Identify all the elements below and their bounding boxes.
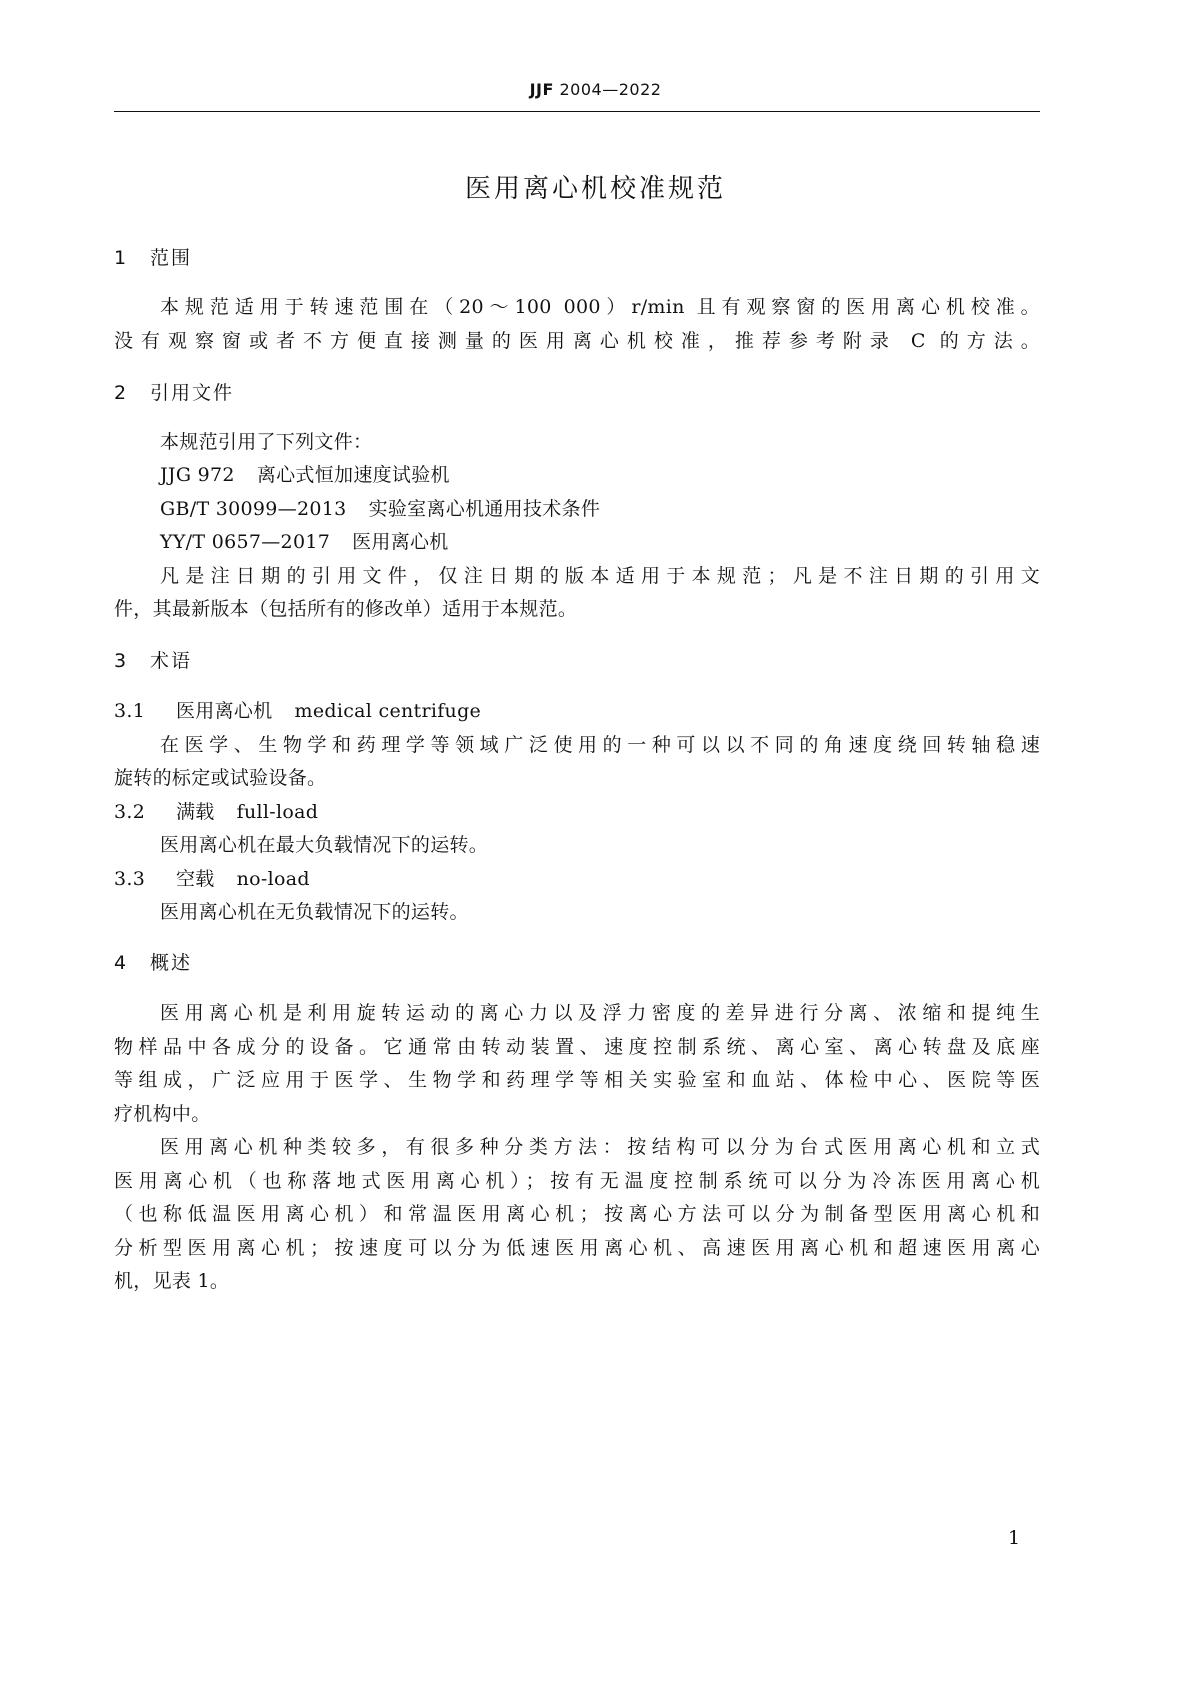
references-note-line-2: 件，其最新版本（包括所有的修改单）适用于本规范。 <box>114 598 578 620</box>
header-rule <box>114 111 1040 112</box>
page-number: 1 <box>1008 1527 1021 1549</box>
section-heading-references <box>114 378 234 405</box>
section-title: 范围 <box>150 247 193 269</box>
references-intro: 本规范引用了下列文件： <box>160 431 373 453</box>
section-heading-scope <box>114 243 192 270</box>
reference-name: 实验室离心机通用技术条件 <box>368 498 601 520</box>
scope-line-1: 本规范适用于转速范围在（20～100 000）r/min 且有观察窗的医用离心机校准。 <box>160 296 1040 318</box>
term-definition-line: 医用离心机在最大负载情况下的运转。 <box>160 834 489 856</box>
overview-para2-line: 医用离心机种类较多，有很多种分类方法：按结构可以分为台式医用离心机和立式 <box>160 1136 1040 1158</box>
term-definition-line: 在医学、生物学和药理学等领域广泛使用的一种可以以不同的角速度绕回转轴稳速 <box>160 734 1040 756</box>
section-heading-terms <box>114 646 192 673</box>
section-number: 3 <box>114 650 127 672</box>
reference-code: YY/T 0657—2017 <box>160 531 331 553</box>
section-number: 2 <box>114 382 127 404</box>
overview-para1-line: 等组成，广泛应用于医学、生物学和药理学等相关实验室和血站、体检中心、医院等医 <box>114 1069 1040 1091</box>
references-note-line-1: 凡是注日期的引用文件，仅注日期的版本适用于本规范；凡是不注日期的引用文 <box>160 565 1040 587</box>
term-heading <box>114 696 1040 723</box>
standard-code-prefix: JJF <box>529 80 554 99</box>
term-en: full-load <box>236 801 319 823</box>
term-zh: 空载 <box>176 868 215 890</box>
term-number: 3.2 <box>114 801 146 823</box>
term-definition-line: 医用离心机在无负载情况下的运转。 <box>160 901 469 923</box>
section-title: 引用文件 <box>150 382 235 404</box>
reference-code: JJG 972 <box>160 464 235 486</box>
section-title: 术语 <box>150 650 193 672</box>
document-title: 医用离心机校准规范 <box>464 174 726 204</box>
section-title: 概述 <box>150 952 193 974</box>
reference-item <box>160 460 1040 487</box>
overview-para2-line: 分析型医用离心机；按速度可以分为低速医用离心机、高速医用离心机和超速医用离心 <box>114 1237 1040 1259</box>
overview-para1-line: 医用离心机是利用旋转运动的离心力以及浮力密度的差异进行分离、浓缩和提纯生 <box>160 1002 1040 1024</box>
term-heading <box>114 864 1040 891</box>
term-en: medical centrifuge <box>294 700 482 722</box>
section-number: 1 <box>114 247 127 269</box>
overview-para2-line: （也称低温医用离心机）和常温医用离心机；按离心方法可以分为制备型医用离心机和 <box>114 1203 1040 1225</box>
reference-item <box>160 527 1040 554</box>
term-number: 3.1 <box>114 700 146 722</box>
reference-item <box>160 494 1040 521</box>
overview-para2-line: 机，见表 1。 <box>114 1270 230 1292</box>
standard-code-header <box>0 80 1191 99</box>
reference-name: 医用离心机 <box>352 531 449 553</box>
term-definition-line: 旋转的标定或试验设备。 <box>114 767 327 789</box>
section-number: 4 <box>114 952 127 974</box>
term-number: 3.3 <box>114 868 146 890</box>
overview-para1-line: 物样品中各成分的设备。它通常由转动装置、速度控制系统、离心室、离心转盘及底座 <box>114 1036 1040 1058</box>
standard-code-number: 2004—2022 <box>559 80 662 99</box>
term-en: no-load <box>236 868 310 890</box>
overview-para2-line: 医用离心机（也称落地式医用离心机）；按有无温度控制系统可以分为冷冻医用离心机 <box>114 1170 1040 1192</box>
reference-code: GB/T 30099—2013 <box>160 498 347 520</box>
term-zh: 医用离心机 <box>176 700 273 722</box>
scope-line-2: 没有观察窗或者不方便直接测量的医用离心机校准，推荐参考附录 C 的方法。 <box>114 330 1040 352</box>
section-heading-overview <box>114 948 192 975</box>
overview-para1-line: 疗机构中。 <box>114 1103 211 1125</box>
reference-name: 离心式恒加速度试验机 <box>256 464 450 486</box>
term-zh: 满载 <box>176 801 215 823</box>
term-heading <box>114 797 1040 824</box>
